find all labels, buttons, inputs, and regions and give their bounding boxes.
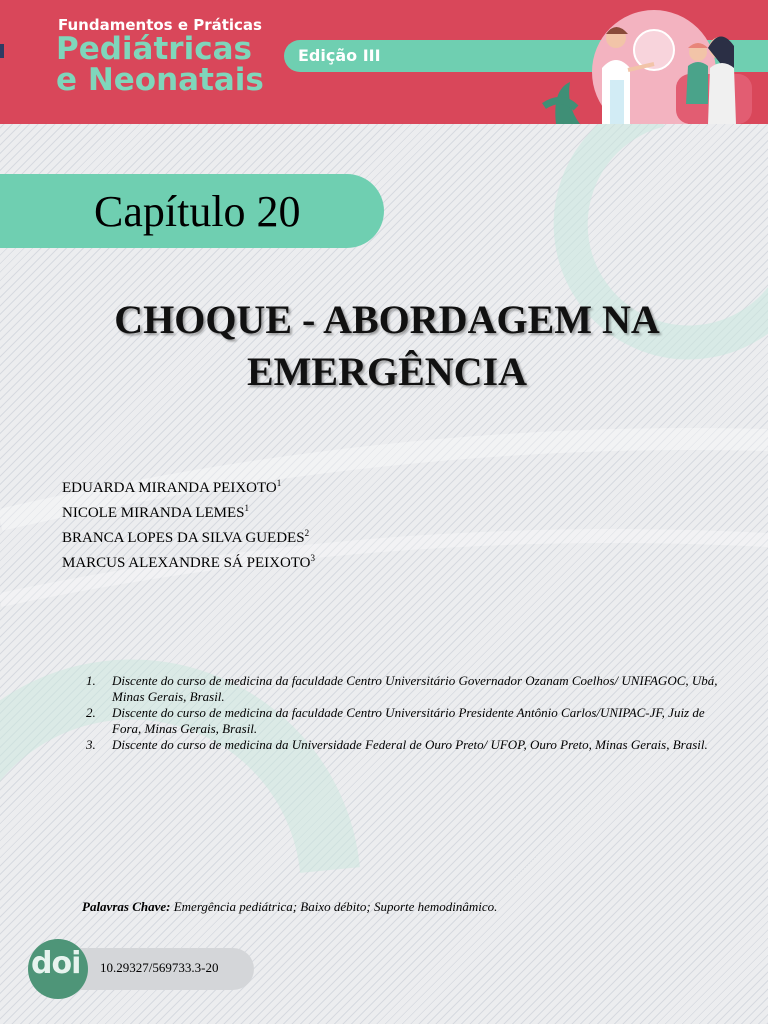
keywords-label: Palavras Chave: (82, 899, 171, 914)
chapter-label: Capítulo 20 (94, 187, 301, 236)
affiliation-text: Discente do curso de medicina da faculdade Centro Universitário Presidente Antônio Carlos/UNIPAC-JF, Juiz de Fora, Minas Gerais, Brasil. (112, 705, 705, 736)
affiliation-marker: 1 (244, 503, 249, 513)
keywords (82, 899, 497, 915)
keywords-text: Emergência pediátrica; Baixo débito; Suporte hemodinâmico. (173, 899, 498, 914)
affiliation-text: Discente do curso de medicina da faculdade Centro Universitário Governador Ozanam Coelhos/ UNIFAGOC, Ubá, Minas Gerais, Brasil. (112, 673, 718, 704)
series-title-line1: Pediátricas (56, 31, 252, 67)
header-left-accent (0, 44, 4, 58)
affiliation-number: 1. (86, 673, 96, 688)
author: BRANCA LOPES DA SILVA GUEDES$^2$ (62, 528, 310, 546)
affiliation-marker: 2 (304, 528, 310, 538)
chapter-title-line2: EMERGÊNCIA (246, 349, 528, 394)
doi-value[interactable]: 10.29327/569733.3-20 (100, 960, 219, 975)
author: EDUARDA MIRANDA PEIXOTO$^1$ (62, 478, 282, 496)
affiliation-marker: 1 (276, 478, 282, 488)
affiliation-item (86, 673, 726, 705)
author-list (62, 473, 315, 573)
edition-label: Edição III (298, 46, 381, 65)
author: NICOLE MIRANDA LEMES$^1$ (62, 503, 249, 521)
series-title (56, 31, 264, 98)
header-banner (0, 0, 768, 124)
affiliation-number: 2. (86, 705, 96, 720)
chapter-title (40, 294, 734, 398)
affiliation-item (86, 737, 726, 753)
chapter-title-line1: CHOQUE - ABORDAGEM NA (114, 297, 660, 342)
affiliation-text: Discente do curso de medicina da Universidade Federal de Ouro Preto/ UFOP, Ouro Preto, Minas Gerais, Brasil. (112, 737, 708, 752)
affiliation-number: 3. (86, 737, 96, 752)
doi-logo-text: doi (31, 946, 81, 981)
series-subtitle: Fundamentos e Práticas (58, 16, 262, 34)
affiliation-item (86, 705, 726, 737)
author: MARCUS ALEXANDRE SÁ PEIXOTO$^3$ (62, 553, 315, 571)
affiliation-marker: 3 (310, 553, 315, 563)
doctor-family-illustration (536, 8, 768, 124)
series-title-line2: e Neonatais (56, 62, 264, 98)
doi-logo-icon (28, 939, 88, 999)
chapter-pill (0, 174, 384, 248)
affiliation-list (86, 673, 726, 753)
